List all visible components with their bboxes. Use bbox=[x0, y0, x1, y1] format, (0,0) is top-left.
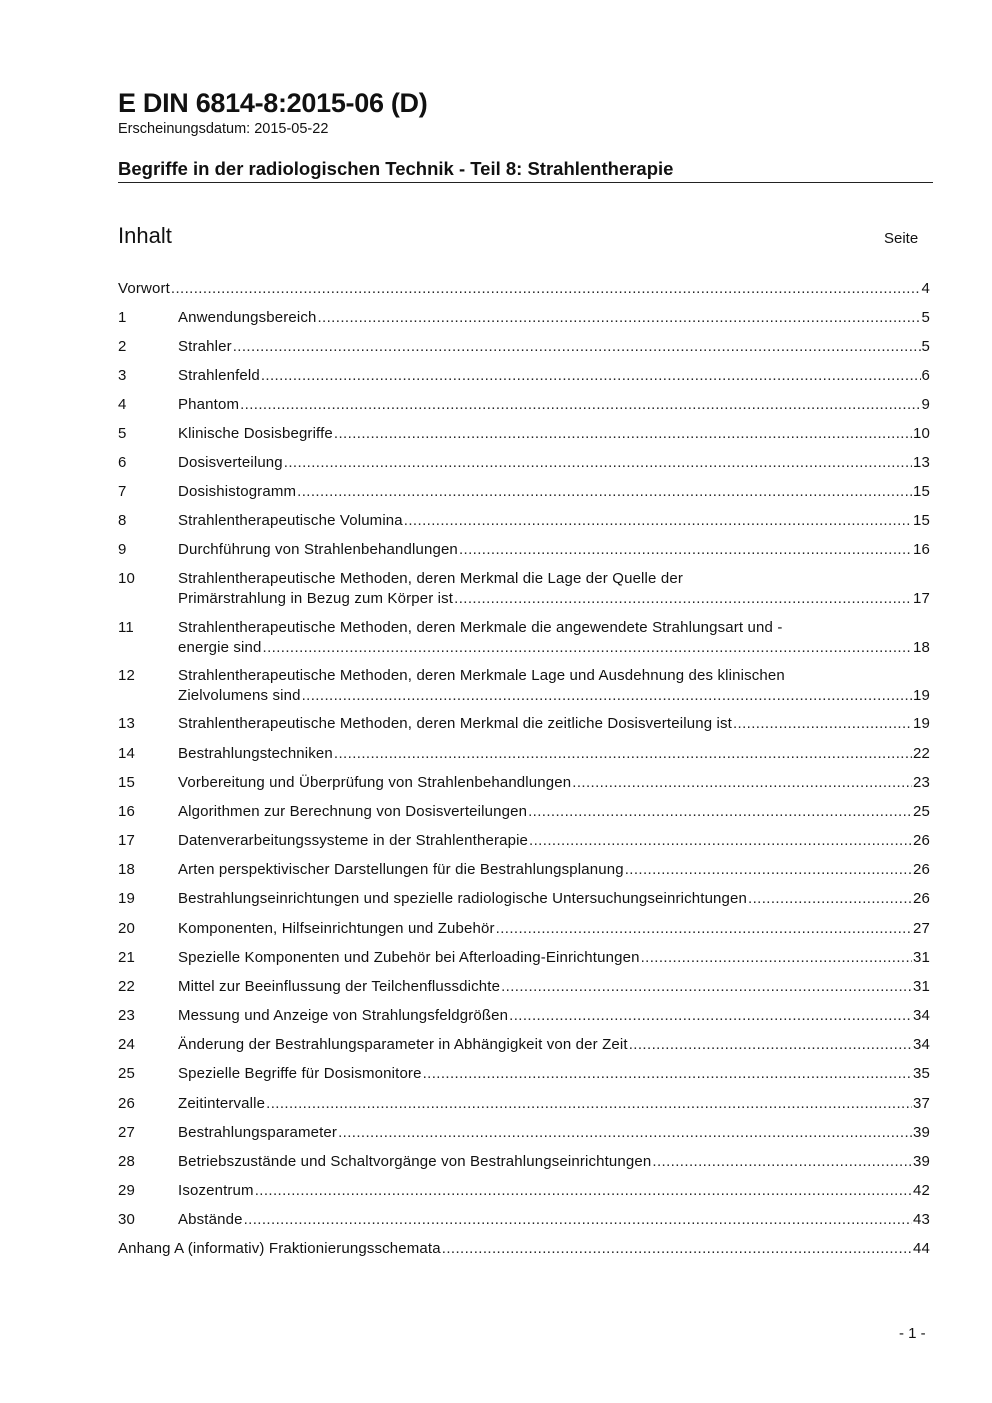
toc-entry-page: 4 bbox=[921, 280, 930, 297]
dot-leader bbox=[338, 1123, 912, 1143]
toc-entry-number: 19 bbox=[118, 890, 135, 907]
toc-entry-page: 25 bbox=[913, 803, 930, 820]
toc-entry-number: 10 bbox=[118, 570, 135, 587]
toc-entry-number: 4 bbox=[118, 396, 127, 413]
toc-entry-title: Bestrahlungseinrichtungen und spezielle radiologische Untersuchungseinrichtungen bbox=[178, 890, 748, 907]
toc-entry-page: 22 bbox=[913, 745, 930, 762]
toc-entry-page: 31 bbox=[913, 978, 930, 995]
toc-entry-page: 27 bbox=[913, 920, 930, 937]
toc-entry-number: 15 bbox=[118, 774, 135, 791]
toc-entry-number: 2 bbox=[118, 338, 127, 355]
toc-entry-number: 30 bbox=[118, 1211, 135, 1228]
toc-entry-page: 5 bbox=[921, 338, 930, 355]
toc-entry-page: 6 bbox=[921, 367, 930, 384]
toc-entry-title: Phantom bbox=[178, 396, 240, 413]
toc-entry-title: Klinische Dosisbegriffe bbox=[178, 425, 333, 442]
toc-entry-title: Arten perspektivischer Darstellungen für die Bestrahlungsplanung bbox=[178, 861, 624, 878]
toc-entry-number: 22 bbox=[118, 978, 135, 995]
toc-entry-title: Dosisverteilung bbox=[178, 454, 283, 471]
toc-entry-number: 13 bbox=[118, 715, 135, 732]
dot-leader bbox=[233, 337, 921, 357]
dot-leader bbox=[334, 424, 912, 444]
toc-entry-title: Spezielle Begriffe für Dosismonitore bbox=[178, 1065, 422, 1082]
dot-leader bbox=[297, 482, 912, 502]
dot-leader bbox=[404, 511, 912, 531]
toc-entry-page: 43 bbox=[913, 1211, 930, 1228]
toc-entry-page: 15 bbox=[913, 512, 930, 529]
toc-entry-page: 31 bbox=[913, 949, 930, 966]
toc-entry-page: 18 bbox=[913, 639, 930, 656]
dot-leader bbox=[171, 279, 921, 299]
publication-date: Erscheinungsdatum: 2015-05-22 bbox=[118, 121, 329, 137]
dot-leader bbox=[496, 919, 912, 939]
dot-leader bbox=[625, 860, 912, 880]
toc-entry-number: 29 bbox=[118, 1182, 135, 1199]
toc-entry-number: 20 bbox=[118, 920, 135, 937]
toc-entry-title: Abstände bbox=[178, 1211, 243, 1228]
toc-entry-title: Primärstrahlung in Bezug zum Körper ist bbox=[178, 590, 454, 607]
toc-entry-title: Spezielle Komponenten und Zubehör bei Afterloading-Einrichtungen bbox=[178, 949, 640, 966]
toc-entry-title: Messung und Anzeige von Strahlungsfeldgrößen bbox=[178, 1007, 509, 1024]
toc-entry-page: 9 bbox=[921, 396, 930, 413]
toc-entry-title: Datenverarbeitungssysteme in der Strahlentherapie bbox=[178, 832, 529, 849]
document-title: Begriffe in der radiologischen Technik - Teil 8: Strahlentherapie bbox=[118, 158, 674, 179]
toc-entry-number: 12 bbox=[118, 667, 135, 684]
dot-leader bbox=[652, 1152, 912, 1172]
toc-entry-page: 26 bbox=[913, 832, 930, 849]
toc-entry-page: 5 bbox=[921, 309, 930, 326]
dot-leader bbox=[244, 1210, 912, 1230]
dot-leader bbox=[302, 686, 912, 706]
toc-entry-number: 14 bbox=[118, 745, 135, 762]
dot-leader bbox=[572, 773, 912, 793]
toc-entry-number: 23 bbox=[118, 1007, 135, 1024]
toc-entry-title: Komponenten, Hilfseinrichtungen und Zubehör bbox=[178, 920, 495, 937]
toc-entry-number: 18 bbox=[118, 861, 135, 878]
dot-leader bbox=[255, 1181, 912, 1201]
toc-entry-title: Bestrahlungsparameter bbox=[178, 1124, 338, 1141]
toc-entry-page: 17 bbox=[913, 590, 930, 607]
dot-leader bbox=[501, 977, 912, 997]
toc-entry-number: 7 bbox=[118, 483, 127, 500]
toc-entry-page: 13 bbox=[913, 454, 930, 471]
dot-leader bbox=[240, 395, 920, 415]
toc-entry-page: 26 bbox=[913, 890, 930, 907]
toc-entry-page: 19 bbox=[913, 687, 930, 704]
dot-leader bbox=[266, 1094, 912, 1114]
dot-leader bbox=[334, 744, 912, 764]
toc-entry-page: 44 bbox=[913, 1240, 930, 1257]
toc-entry-page: 39 bbox=[913, 1124, 930, 1141]
dot-leader bbox=[629, 1035, 912, 1055]
document-id: E DIN 6814-8:2015-06 (D) bbox=[118, 88, 428, 118]
title-divider bbox=[118, 182, 933, 183]
dot-leader bbox=[748, 889, 912, 909]
toc-entry-title: Dosishistogramm bbox=[178, 483, 297, 500]
toc-entry-page: 26 bbox=[913, 861, 930, 878]
toc-entry-number: 6 bbox=[118, 454, 127, 471]
dot-leader bbox=[459, 540, 912, 560]
dot-leader bbox=[442, 1239, 912, 1259]
dot-leader bbox=[423, 1064, 912, 1084]
dot-leader bbox=[733, 714, 912, 734]
dot-leader bbox=[261, 366, 921, 386]
toc-entry-number: 5 bbox=[118, 425, 127, 442]
toc-entry-title: Strahlenfeld bbox=[178, 367, 260, 384]
toc-entry-page: 37 bbox=[913, 1095, 930, 1112]
toc-entry-title: Durchführung von Strahlenbehandlungen bbox=[178, 541, 458, 558]
toc-entry-number: 21 bbox=[118, 949, 135, 966]
toc-entry-title: Strahlentherapeutische Methoden, deren Merkmal die zeitliche Dosisverteilung ist bbox=[178, 715, 732, 732]
toc-entry-title: energie sind bbox=[178, 639, 262, 656]
toc-entry-page: 19 bbox=[913, 715, 930, 732]
toc-entry-number: 17 bbox=[118, 832, 135, 849]
toc-entry-number: 28 bbox=[118, 1153, 135, 1170]
toc-entry-title: Algorithmen zur Berechnung von Dosisverteilungen bbox=[178, 803, 528, 820]
toc-entry-page: 42 bbox=[913, 1182, 930, 1199]
toc-entry-title: Bestrahlungstechniken bbox=[178, 745, 333, 762]
toc-heading: Inhalt bbox=[118, 223, 172, 248]
toc-entry-title: Strahler bbox=[178, 338, 232, 355]
toc-entry-number: 24 bbox=[118, 1036, 135, 1053]
toc-entry-page: 34 bbox=[913, 1036, 930, 1053]
dot-leader bbox=[528, 802, 912, 822]
toc-page-column-label: Seite bbox=[884, 230, 919, 247]
toc-entry-title-line1: Strahlentherapeutische Methoden, deren Merkmale die angewendete Strahlungsart und - bbox=[178, 619, 783, 636]
toc-entry-page: 23 bbox=[913, 774, 930, 791]
toc-entry-title: Vorbereitung und Überprüfung von Strahlenbehandlungen bbox=[178, 774, 572, 791]
toc-entry-number: 9 bbox=[118, 541, 127, 558]
toc-entry-number: 16 bbox=[118, 803, 135, 820]
toc-entry-title: Mittel zur Beeinflussung der Teilchenflussdichte bbox=[178, 978, 501, 995]
toc-entry-title: Isozentrum bbox=[178, 1182, 254, 1199]
toc-entry-number: 3 bbox=[118, 367, 127, 384]
toc-entry-title-line1: Strahlentherapeutische Methoden, deren Merkmal die Lage der Quelle der bbox=[178, 570, 683, 587]
toc-entry-title: Zielvolumens sind bbox=[178, 687, 301, 704]
toc-entry-title: Anwendungsbereich bbox=[178, 309, 317, 326]
toc-entry-page: 15 bbox=[913, 483, 930, 500]
toc-entry-title: Änderung der Bestrahlungsparameter in Abhängigkeit von der Zeit bbox=[178, 1036, 628, 1053]
toc-entry-title: Strahlentherapeutische Volumina bbox=[178, 512, 403, 529]
toc-entry-number: 1 bbox=[118, 309, 127, 326]
toc-entry-number: 25 bbox=[118, 1065, 135, 1082]
toc-entry-page: 34 bbox=[913, 1007, 930, 1024]
dot-leader bbox=[454, 589, 912, 609]
toc-entry-title-line1: Strahlentherapeutische Methoden, deren Merkmale Lage und Ausdehnung des klinischen bbox=[178, 667, 785, 684]
dot-leader bbox=[263, 638, 912, 658]
page-number: - 1 - bbox=[899, 1325, 926, 1342]
dot-leader bbox=[509, 1006, 912, 1026]
toc-entry-title: Vorwort bbox=[118, 280, 170, 297]
toc-entry-title: Betriebszustände und Schaltvorgänge von Bestrahlungseinrichtungen bbox=[178, 1153, 652, 1170]
toc-entry-number: 8 bbox=[118, 512, 127, 529]
toc-entry-title: Anhang A (informativ) Fraktionierungsschemata bbox=[118, 1240, 441, 1257]
toc-entry-number: 26 bbox=[118, 1095, 135, 1112]
dot-leader bbox=[641, 948, 912, 968]
toc-entry-page: 39 bbox=[913, 1153, 930, 1170]
toc-entry-number: 11 bbox=[118, 619, 134, 636]
toc-entry-number: 27 bbox=[118, 1124, 135, 1141]
toc-entry-page: 35 bbox=[913, 1065, 930, 1082]
dot-leader bbox=[317, 308, 920, 328]
toc-entry-page: 16 bbox=[913, 541, 930, 558]
dot-leader bbox=[529, 831, 912, 851]
toc-entry-page: 10 bbox=[913, 425, 930, 442]
dot-leader bbox=[284, 453, 912, 473]
toc-entry-title: Zeitintervalle bbox=[178, 1095, 266, 1112]
